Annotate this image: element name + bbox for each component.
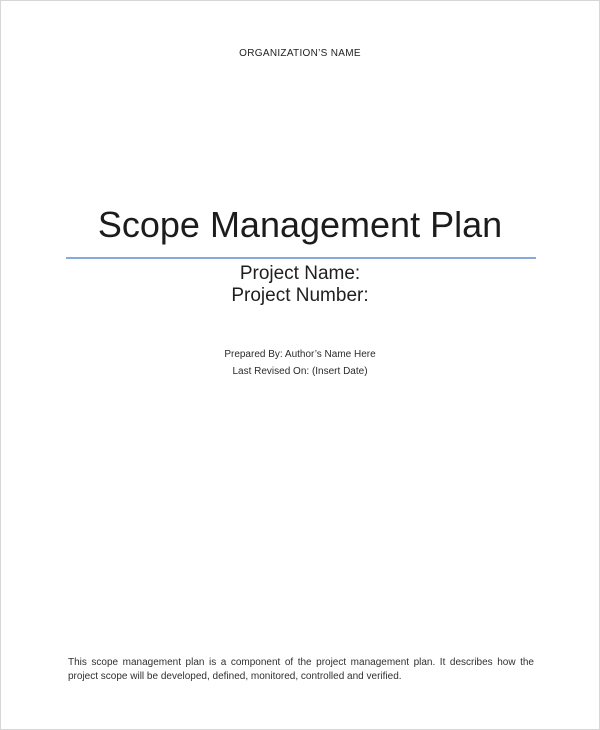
document-title: Scope Management Plan — [97, 204, 503, 245]
last-revised-line: Last Revised On: (Insert Date) — [232, 366, 368, 377]
prepared-by-line: Prepared By: Author’s Name Here — [224, 349, 376, 360]
project-number-label: Project Number: — [231, 284, 369, 306]
document-meta — [1, 346, 599, 380]
organization-name: ORGANIZATION’S NAME — [239, 48, 361, 59]
project-name-label: Project Name: — [239, 263, 361, 284]
title-divider — [66, 257, 536, 259]
footer-description: This scope management plan is a component of the project management plan. It describes how the project scope will be developed, defined, monitored, controlled and verified. — [68, 657, 534, 682]
project-info — [1, 263, 599, 306]
